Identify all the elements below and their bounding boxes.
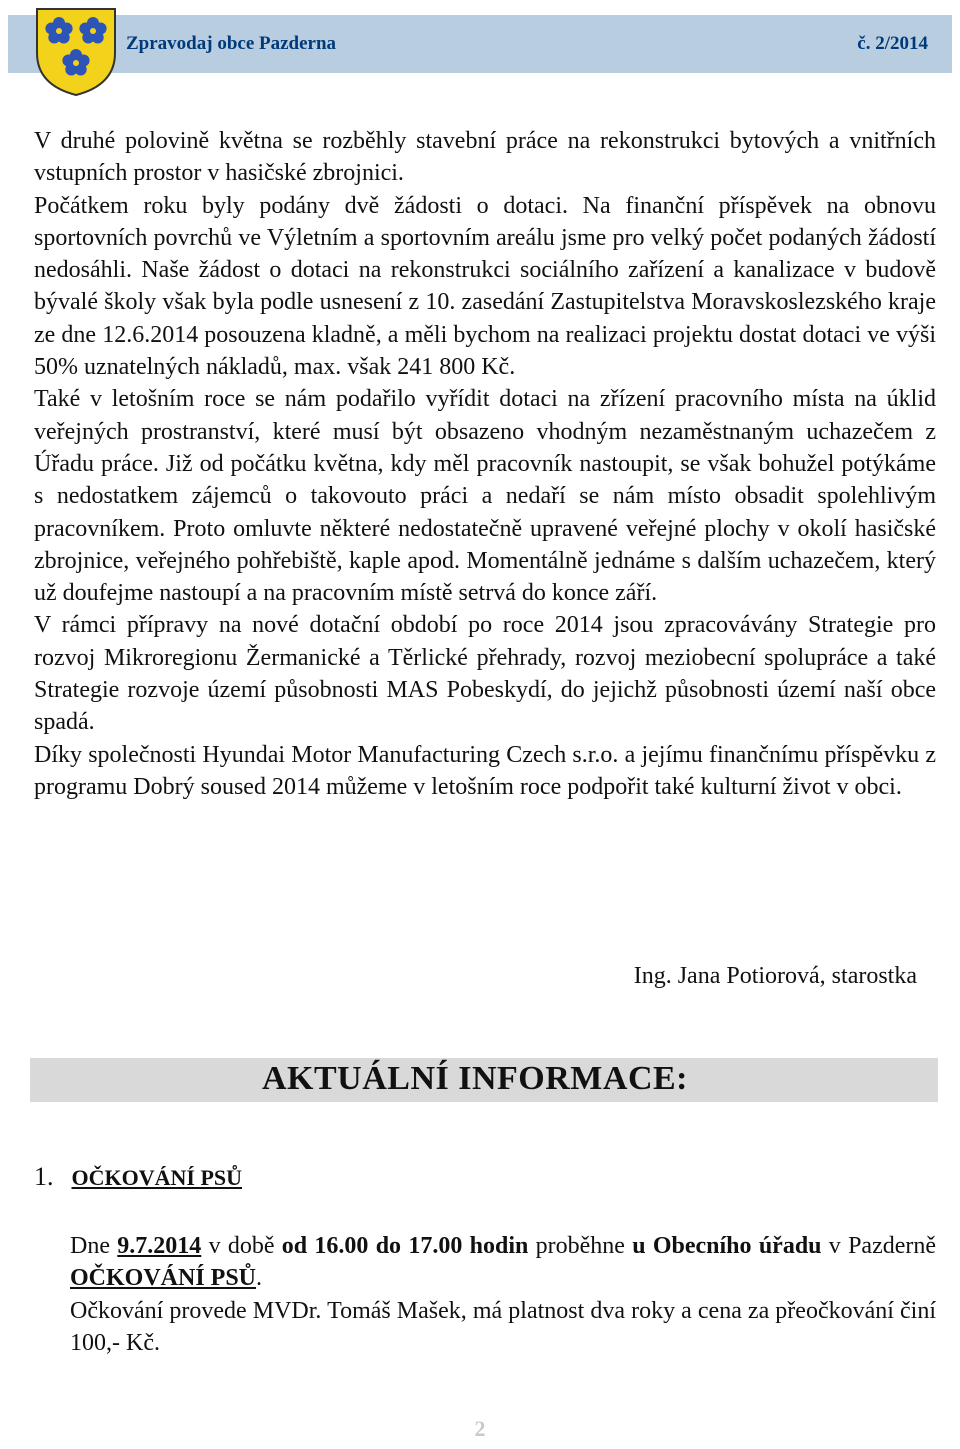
event-name: OČKOVÁNÍ PSŮ bbox=[70, 1265, 257, 1292]
text: v Pazderně bbox=[821, 1233, 937, 1259]
event-time: od 16.00 do 17.00 hodin bbox=[281, 1233, 529, 1259]
page-number: 2 bbox=[474, 1416, 486, 1441]
text: proběhne bbox=[528, 1233, 633, 1259]
paragraph: Také v letošním roce se nám podařilo vyřídit dotaci na zřízení pracovního místa na úklid veřejných prostranství, které musí být obsazeno vhodným nezaměstnaným uchazečem z Úřadu práce. Již od počátku května, kdy měl pracovník nastoupit, se však bohužel potýkáme s nedostatkem zájemců o takovouto práci a nedaří se nám místo obsadit spolehlivým pracovníkem. Proto omluvte některé nedostatečně upravené veřejné plochy v okolí hasičské zbrojnice, veřejného pohřebiště, kaple apod. Momentálně jednáme s dalším uchazečem, který už doufejme nastoupí a na pracovním místě setrvá do konce září. bbox=[34, 386, 936, 607]
event-date: 9.7.2014 bbox=[117, 1233, 202, 1259]
item-paragraph: Očkování provede MVDr. Tomáš Mašek, má platnost dva roky a cena za přeočkování činí 100,- Kč. bbox=[70, 1297, 936, 1356]
coat-of-arms-logo bbox=[33, 5, 119, 97]
article-body bbox=[34, 125, 936, 803]
newsletter-title: Zpravodaj obce Pazderna bbox=[126, 33, 337, 54]
text: v době bbox=[201, 1233, 282, 1259]
issue-number: č. 2/2014 bbox=[857, 33, 928, 54]
event-place: u Obecního úřadu bbox=[632, 1233, 822, 1259]
item-paragraph bbox=[70, 1230, 936, 1295]
text: Dne bbox=[70, 1233, 118, 1259]
item-heading bbox=[34, 1162, 242, 1192]
item-body bbox=[70, 1230, 936, 1359]
item-title: OČKOVÁNÍ PSŮ bbox=[71, 1165, 243, 1190]
signature: Ing. Jana Potiorová, starostka bbox=[633, 963, 917, 989]
paragraph: V druhé polovině května se rozběhly stavební práce na rekonstrukci bytových a vnitřních vstupních prostor v hasičské zbrojnici. bbox=[34, 128, 936, 187]
paragraph: Díky společnosti Hyundai Motor Manufacturing Czech s.r.o. a jejímu finančnímu příspěvku z programu Dobrý soused 2014 můžeme v letošním roce podpořit také kulturní život v obci. bbox=[34, 741, 936, 800]
item-number: 1. bbox=[34, 1162, 54, 1191]
paragraph: V rámci přípravy na nové dotační období po roce 2014 jsou zpracovávány Strategie pro rozvoj Mikroregionu Žermanické a Těrlické přehrady, rozvoj meziobecní spolupráce a také Strategie rozvoje území působnosti MAS Pobeskydí, do jejichž působnosti území naší obce spadá. bbox=[34, 612, 936, 736]
section-title: AKTUÁLNÍ INFORMACE: bbox=[262, 1060, 688, 1097]
text: . bbox=[256, 1265, 263, 1292]
paragraph: Počátkem roku byly podány dvě žádosti o dotaci. Na finanční příspěvek na obnovu sportovních povrchů ve Výletním a sportovním areálu jsme pro velký počet podaných žádostí nedosáhli. Naše žádost o dotaci na rekonstrukci sociálního zařízení a kanalizace v budově bývalé školy však byla podle usnesení z 10. zasedání Zastupitelstva Moravskoslezského kraje ze dne 12.6.2014 posouzena kladně, a měli bychom na realizaci projektu dostat dotaci ve výši 50% uznatelných nákladů, max. však 241 800 Kč. bbox=[34, 192, 936, 381]
